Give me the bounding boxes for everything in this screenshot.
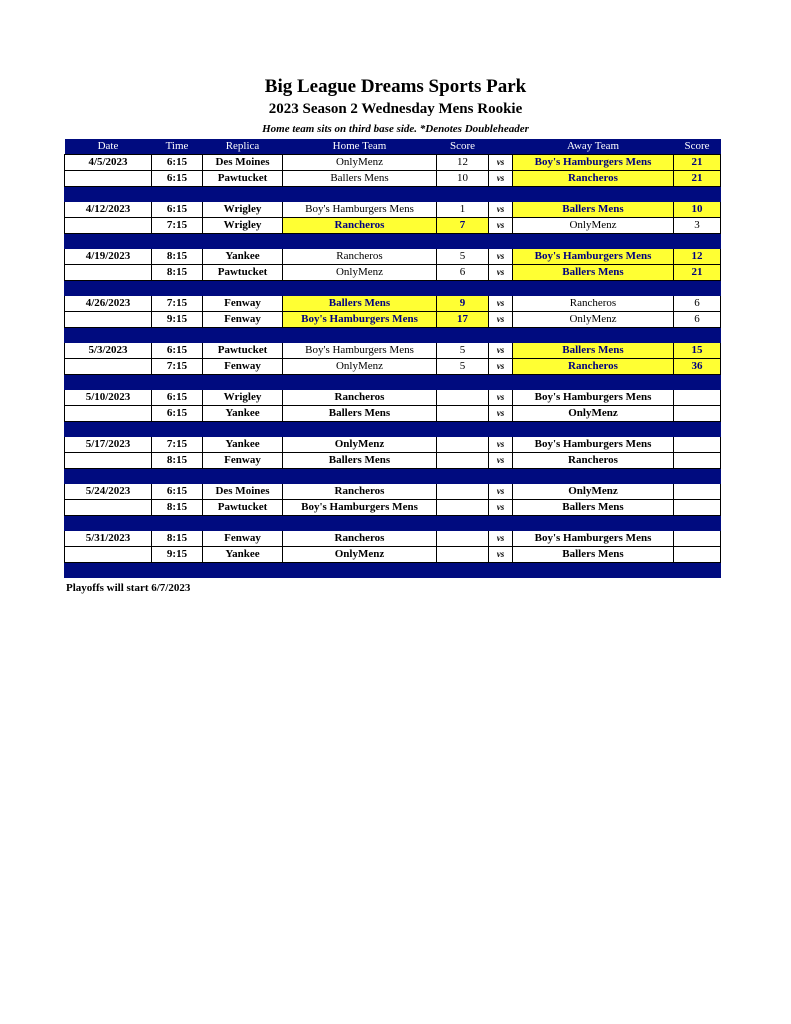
separator-cell [283,328,437,343]
separator-cell [674,469,721,484]
away-team-cell: Boy's Hamburgers Mens [513,531,674,547]
separator-cell [65,422,152,437]
game-row [65,202,721,218]
separator-cell [283,375,437,390]
separator-cell [674,328,721,343]
vs-cell: vs [489,531,513,547]
away-team-cell: Rancheros [513,171,674,187]
replica-cell: Pawtucket [203,343,283,359]
separator-cell [513,281,674,296]
home-score-cell [437,406,489,422]
home-team-cell: OnlyMenz [283,155,437,171]
separator-cell [489,234,513,249]
separator-cell [674,234,721,249]
replica-cell: Fenway [203,453,283,469]
vs-cell: vs [489,155,513,171]
page-title: Big League Dreams Sports Park [264,76,527,97]
date-cell [65,547,152,563]
week-separator [65,328,721,343]
time-cell: 6:15 [152,343,203,359]
replica-cell: Fenway [203,312,283,328]
away-team-cell: Boy's Hamburgers Mens [513,437,674,453]
time-cell: 9:15 [152,312,203,328]
separator-cell [489,469,513,484]
date-cell [65,406,152,422]
time-cell: 7:15 [152,218,203,234]
separator-cell [203,469,283,484]
time-cell: 7:15 [152,296,203,312]
playoffs-note: Playoffs will start 6/7/2023 [66,582,191,594]
separator-cell [65,469,152,484]
home-score-cell: 5 [437,249,489,265]
away-score-cell: 21 [674,155,721,171]
separator-cell [674,422,721,437]
separator-cell [437,281,489,296]
separator-cell [152,375,203,390]
separator-cell [65,328,152,343]
date-cell [65,265,152,281]
separator-cell [513,422,674,437]
replica-cell: Pawtucket [203,171,283,187]
column-header-home-team: Home Team [283,139,437,155]
separator-cell [489,281,513,296]
away-team-cell: OnlyMenz [513,484,674,500]
vs-cell: vs [489,547,513,563]
separator-cell [152,187,203,202]
season-subtitle: 2023 Season 2 Wednesday Mens Rookie [268,101,523,117]
date-cell [65,218,152,234]
separator-cell [283,563,437,578]
schedule-table [64,139,721,578]
time-cell: 6:15 [152,202,203,218]
game-row [65,484,721,500]
time-cell: 8:15 [152,531,203,547]
date-cell: 5/10/2023 [65,390,152,406]
separator-cell [489,516,513,531]
away-score-cell [674,390,721,406]
separator-cell [437,469,489,484]
home-team-cell: Ballers Mens [283,296,437,312]
game-row [65,343,721,359]
separator-cell [489,563,513,578]
week-separator [65,375,721,390]
column-header-date: Date [65,139,152,155]
separator-cell [283,187,437,202]
vs-cell: vs [489,218,513,234]
away-score-cell: 3 [674,218,721,234]
away-team-cell: OnlyMenz [513,218,674,234]
vs-cell: vs [489,296,513,312]
away-team-cell: Rancheros [513,296,674,312]
game-row [65,547,721,563]
game-row [65,390,721,406]
week-separator [65,234,721,249]
separator-cell [283,234,437,249]
date-cell: 4/26/2023 [65,296,152,312]
vs-cell: vs [489,453,513,469]
separator-cell [283,516,437,531]
replica-cell: Wrigley [203,202,283,218]
home-team-cell: OnlyMenz [283,265,437,281]
time-cell: 7:15 [152,359,203,375]
away-team-cell: OnlyMenz [513,406,674,422]
home-score-cell: 17 [437,312,489,328]
game-row [65,218,721,234]
away-team-cell: Boy's Hamburgers Mens [513,155,674,171]
home-team-cell: OnlyMenz [283,359,437,375]
away-team-cell: Ballers Mens [513,547,674,563]
date-cell: 4/5/2023 [65,155,152,171]
separator-cell [513,516,674,531]
separator-cell [283,469,437,484]
separator-cell [203,516,283,531]
separator-cell [152,469,203,484]
separator-cell [489,422,513,437]
replica-cell: Des Moines [203,484,283,500]
date-cell: 5/17/2023 [65,437,152,453]
home-team-cell: Boy's Hamburgers Mens [283,500,437,516]
away-score-cell: 15 [674,343,721,359]
away-score-cell [674,531,721,547]
away-score-cell [674,484,721,500]
away-score-cell [674,406,721,422]
separator-cell [203,328,283,343]
home-team-cell: Rancheros [283,484,437,500]
vs-cell: vs [489,312,513,328]
vs-cell: vs [489,171,513,187]
game-row [65,296,721,312]
replica-cell: Yankee [203,547,283,563]
vs-cell: vs [489,390,513,406]
game-row [65,359,721,375]
replica-cell: Yankee [203,249,283,265]
date-cell: 5/24/2023 [65,484,152,500]
time-cell: 7:15 [152,437,203,453]
separator-cell [152,422,203,437]
separator-cell [152,328,203,343]
date-cell: 5/31/2023 [65,531,152,547]
vs-cell: vs [489,202,513,218]
away-team-cell: Ballers Mens [513,343,674,359]
home-team-cell: Boy's Hamburgers Mens [283,312,437,328]
separator-cell [513,375,674,390]
separator-cell [437,563,489,578]
home-team-cell: Boy's Hamburgers Mens [283,343,437,359]
home-team-cell: Boy's Hamburgers Mens [283,202,437,218]
game-row [65,249,721,265]
vs-cell: vs [489,437,513,453]
replica-cell: Fenway [203,531,283,547]
away-team-cell: Rancheros [513,359,674,375]
week-separator [65,187,721,202]
home-score-cell: 6 [437,265,489,281]
column-header-away-team: Away Team [513,139,674,155]
away-score-cell [674,547,721,563]
game-row [65,312,721,328]
away-team-cell: Rancheros [513,453,674,469]
home-score-cell [437,453,489,469]
home-score-cell: 12 [437,155,489,171]
separator-cell [513,187,674,202]
separator-cell [65,516,152,531]
separator-cell [203,234,283,249]
home-score-cell: 1 [437,202,489,218]
away-team-cell: OnlyMenz [513,312,674,328]
separator-cell [203,375,283,390]
replica-cell: Yankee [203,437,283,453]
home-score-cell: 7 [437,218,489,234]
separator-cell [152,516,203,531]
schedule-body [65,155,721,578]
separator-cell [674,516,721,531]
column-header-time: Time [152,139,203,155]
separator-cell [437,328,489,343]
separator-cell [674,281,721,296]
vs-cell: vs [489,359,513,375]
game-row [65,500,721,516]
schedule-note: Home team sits on third base side. *Denotes Doubleheader [262,123,529,135]
replica-cell: Wrigley [203,218,283,234]
week-separator [65,281,721,296]
time-cell: 8:15 [152,249,203,265]
header-row [65,139,721,155]
away-score-cell [674,500,721,516]
home-team-cell: OnlyMenz [283,547,437,563]
home-team-cell: Rancheros [283,390,437,406]
game-row [65,171,721,187]
replica-cell: Yankee [203,406,283,422]
replica-cell: Des Moines [203,155,283,171]
away-team-cell: Boy's Hamburgers Mens [513,249,674,265]
separator-cell [489,328,513,343]
separator-cell [437,422,489,437]
separator-cell [513,234,674,249]
separator-cell [513,328,674,343]
separator-cell [203,422,283,437]
week-separator [65,422,721,437]
vs-cell: vs [489,500,513,516]
date-cell [65,359,152,375]
week-separator [65,563,721,578]
away-score-cell: 12 [674,249,721,265]
separator-cell [489,187,513,202]
time-cell: 6:15 [152,406,203,422]
vs-cell: vs [489,343,513,359]
away-team-cell: Boy's Hamburgers Mens [513,390,674,406]
separator-cell [65,187,152,202]
away-score-cell: 21 [674,265,721,281]
separator-cell [437,375,489,390]
home-team-cell: Rancheros [283,218,437,234]
separator-cell [65,234,152,249]
game-row [65,437,721,453]
home-team-cell: Ballers Mens [283,171,437,187]
home-score-cell [437,390,489,406]
separator-cell [674,187,721,202]
replica-cell: Pawtucket [203,265,283,281]
home-score-cell [437,484,489,500]
away-score-cell: 10 [674,202,721,218]
home-team-cell: Ballers Mens [283,453,437,469]
separator-cell [437,234,489,249]
home-score-cell: 5 [437,343,489,359]
replica-cell: Fenway [203,296,283,312]
home-score-cell: 5 [437,359,489,375]
separator-cell [152,281,203,296]
time-cell: 8:15 [152,453,203,469]
separator-cell [489,375,513,390]
date-cell [65,312,152,328]
separator-cell [437,187,489,202]
away-score-cell: 6 [674,312,721,328]
away-score-cell: 6 [674,296,721,312]
separator-cell [152,234,203,249]
home-score-cell [437,437,489,453]
column-header-vs [489,139,513,155]
date-cell [65,171,152,187]
vs-cell: vs [489,406,513,422]
home-score-cell: 9 [437,296,489,312]
away-score-cell [674,453,721,469]
home-score-cell [437,547,489,563]
away-team-cell: Ballers Mens [513,500,674,516]
away-team-cell: Ballers Mens [513,202,674,218]
column-header-away-score: Score [674,139,721,155]
time-cell: 6:15 [152,390,203,406]
separator-cell [152,563,203,578]
separator-cell [203,281,283,296]
separator-cell [674,563,721,578]
date-cell: 5/3/2023 [65,343,152,359]
away-team-cell: Ballers Mens [513,265,674,281]
game-row [65,453,721,469]
separator-cell [65,563,152,578]
separator-cell [513,469,674,484]
week-separator [65,516,721,531]
game-row [65,531,721,547]
away-score-cell: 21 [674,171,721,187]
date-cell [65,500,152,516]
away-score-cell [674,437,721,453]
time-cell: 6:15 [152,155,203,171]
game-row [65,406,721,422]
separator-cell [203,563,283,578]
time-cell: 9:15 [152,547,203,563]
separator-cell [65,375,152,390]
week-separator [65,469,721,484]
time-cell: 6:15 [152,484,203,500]
home-score-cell [437,500,489,516]
home-team-cell: Rancheros [283,249,437,265]
replica-cell: Wrigley [203,390,283,406]
date-cell: 4/19/2023 [65,249,152,265]
vs-cell: vs [489,265,513,281]
vs-cell: vs [489,249,513,265]
time-cell: 8:15 [152,500,203,516]
separator-cell [65,281,152,296]
game-row [65,155,721,171]
away-score-cell: 36 [674,359,721,375]
game-row [65,265,721,281]
vs-cell: vs [489,484,513,500]
home-team-cell: Rancheros [283,531,437,547]
home-score-cell [437,531,489,547]
home-score-cell: 10 [437,171,489,187]
column-header-replica: Replica [203,139,283,155]
separator-cell [283,422,437,437]
separator-cell [437,516,489,531]
separator-cell [203,187,283,202]
replica-cell: Fenway [203,359,283,375]
time-cell: 6:15 [152,171,203,187]
date-cell [65,453,152,469]
separator-cell [283,281,437,296]
separator-cell [674,375,721,390]
home-team-cell: OnlyMenz [283,437,437,453]
replica-cell: Pawtucket [203,500,283,516]
home-team-cell: Ballers Mens [283,406,437,422]
date-cell: 4/12/2023 [65,202,152,218]
column-header-home-score: Score [437,139,489,155]
time-cell: 8:15 [152,265,203,281]
separator-cell [513,563,674,578]
